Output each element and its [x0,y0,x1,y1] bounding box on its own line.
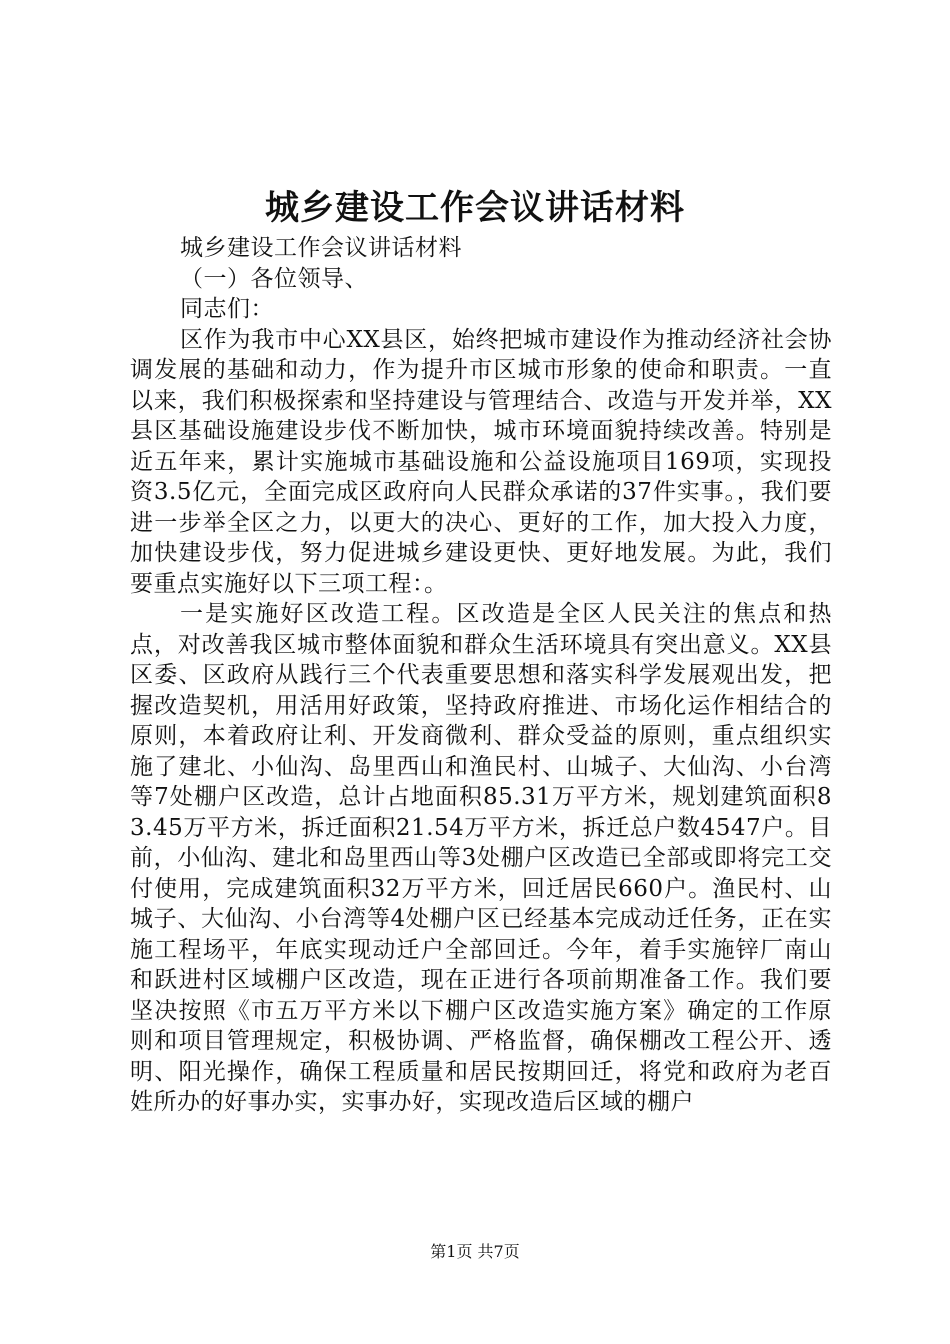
salutation-paragraph: （一）各位领导、 [180,265,368,292]
subtitle-paragraph: 城乡建设工作会议讲话材料 [180,235,462,261]
body-paragraph: 一是实施好区改造工程。区改造是全区人民关注的焦点和热点，对改善我区城市整体面貌和群众生活环境具有突出意义。XX县区委、区政府从践行三个代表重要思想和落实科学发展观出发，把握改造契机，用活用好政策，坚持政府推进、市场化运作相结合的原则，本着政府让利、开发商微利、群众受益的原则，重点组织实施了建北、小仙沟、岛里西山和渔民村、山城子、大仙沟、小台湾等7处棚户区改造，总计占地面积85.31万平方米，规划建筑面积83.45万平方米，拆迁面积21.54万平方米，拆迁总户数4547户。目前，小仙沟、建北和岛里西山等3处棚户区改造已全部或即将完工交付使用，完成建筑面积32万平方米，回迁居民660户。渔民村、山城子、大仙沟、小台湾等4处棚户区已经基本完成动迁任务，正在实施工程场平，年底实现动迁户全部回迁。今年，着手实施锌厂南山和跃进村区域棚户区改造，现在正进行各项前期准备工作。我们要坚决按照《市五万平方米以下棚户区改造实施方案》确定的工作原则和项目管理规定，积极协调、严格监督，确保棚改工程公开、透明、阳光操作，确保工程质量和居民按期回迁，将党和政府为老百姓所办的好事办实，实事办好，实现改造后区域的棚户 [130,601,832,1115]
document-body [130,233,832,1118]
page-footer: 第1页 共7页 [430,1242,520,1261]
document-title: 城乡建设工作会议讲话材料 [265,188,685,228]
body-paragraph: 区作为我市中心XX县区，始终把城市建设作为推动经济社会协调发展的基础和动力，作为提升市区城市形象的使命和职责。一直以来，我们积极探索和坚持建设与管理结合、改造与开发并举，XX县区基础设施建设步伐不断加快，城市环境面貌持续改善。特别是近五年来，累计实施城市基础设施和公益设施项目169项，实现投资3.5亿元，全面完成区政府向人民群众承诺的37件实事。，我们要进一步举全区之力，以更大的决心、更好的工作，加大投入力度，加快建设步伐，努力促进城乡建设更快、更好地发展。为此，我们要重点实施好以下三项工程：。 [130,326,832,597]
greeting-paragraph: 同志们： [180,296,274,322]
